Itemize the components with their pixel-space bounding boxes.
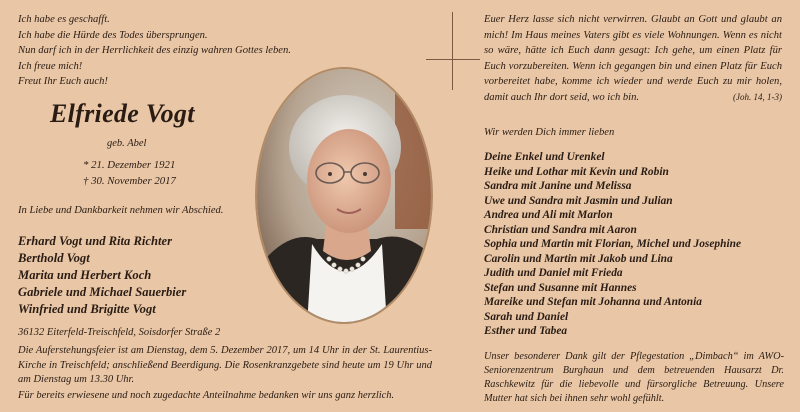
family-entry: Judith und Daniel mit Frieda (484, 267, 623, 279)
family-entry: Uwe und Sandra mit Jasmin und Julian (484, 194, 673, 207)
poem-line: Ich habe es geschafft. (18, 14, 110, 25)
family-entry: Andrea und Ali mit Marlon (484, 209, 613, 221)
service-info: Die Auferstehungsfeier ist am Dienstag, dem 5. Dezember 2017, um 14 Uhr in der St. Laurentius-Kirche in Treischfeld; anschließend Beerdigung. Die Rosenkranzgebete sind heute um 19 Uhr und am Dienstag um 13.30 Uhr. (18, 345, 432, 385)
thanks-line: Für bereits erwiesene und noch zugedachte Anteilnahme bedanken wir uns ganz herzlich. (18, 390, 395, 401)
farewell-line: In Liebe und Dankbarkeit nehmen wir Abschied. (18, 205, 224, 216)
death-date: † 30. November 2017 (83, 175, 176, 187)
love-line: Wir werden Dich immer lieben (484, 127, 615, 138)
family-entry: Sandra mit Janine und Melissa (484, 180, 632, 192)
mourner: Winfried und Brigitte Vogt (18, 302, 156, 316)
bible-verse (484, 12, 782, 105)
family-entry: Stefan und Susanne mit Hannes (484, 281, 637, 294)
mourner: Erhard Vogt und Rita Richter (18, 234, 172, 248)
mourner: Gabriele und Michael Sauerbier (18, 285, 187, 299)
family-entry: Sophia und Martin mit Florian, Michel und Josephine (484, 238, 741, 250)
opening-poem (18, 12, 348, 90)
life-dates (83, 157, 176, 189)
family-entry: Esther und Tabea (484, 325, 568, 337)
family-entry: Heike und Lothar mit Kevin und Robin (484, 165, 669, 178)
verse-reference: (Joh. 14, 1-3) (733, 91, 782, 102)
family-entry: Deine Enkel und Urenkel (484, 151, 605, 163)
poem-line: Nun darf ich in der Herrlichkeit des einzig wahren Gottes leben. (18, 45, 291, 56)
mourner: Berthold Vogt (18, 251, 90, 265)
cross-vertical (452, 12, 453, 90)
poem-line: Ich freue mich! (18, 60, 83, 72)
portrait-photo (255, 67, 433, 324)
address: 36132 Eiterfeld-Treischfeld, Soisdorfer Straße 2 (18, 327, 221, 338)
poem-line: Freut Ihr Euch auch! (18, 76, 108, 87)
verse-text: Euer Herz lasse sich nicht verwirren. Glaubt an Gott und glaubt an mich! Im Haus meines Vaters gibt es viele Wohnungen. Wenn es nicht so wäre, hätte ich Euch dann gesagt: Ich gehe, um einen Platz für Euch vorzubereiten. Wenn ich gegangen bin und einen Platz für Euch vorbereitet habe, komme ich wieder und werde Euch zu mir holen, damit auch Ihr dort seid, wo ich bin. (484, 14, 782, 103)
portrait-illustration (257, 69, 433, 324)
family-entry: Carolin und Martin mit Jakob und Lina (484, 252, 673, 265)
mourners-list (18, 233, 186, 318)
family-list (484, 150, 741, 339)
poem-line: Ich habe die Hürde des Todes übersprungen. (18, 29, 208, 41)
family-entry: Sarah und Daniel (484, 310, 569, 323)
maiden-name: geb. Abel (107, 138, 147, 149)
family-entry: Christian und Sandra mit Aaron (484, 223, 637, 236)
family-entry: Mareike und Stefan mit Johanna und Antonia (484, 296, 702, 308)
deceased-name: Elfriede Vogt (50, 99, 195, 128)
cross-horizontal (426, 59, 480, 60)
mourner: Marita und Herbert Koch (18, 268, 152, 282)
closing-thanks: Unser besonderer Dank gilt der Pflegestation „Dimbach“ im AWO-Seniorenzentrum Burghaun und dem betreuenden Hausarzt Dr. Raschkewitz für die liebevolle und fürsorgliche Betreuung. Unsere Mutter hat sich bei ihnen sehr wohl gefühlt. (484, 351, 784, 404)
birth-date: * 21. Dezember 1921 (83, 159, 176, 171)
